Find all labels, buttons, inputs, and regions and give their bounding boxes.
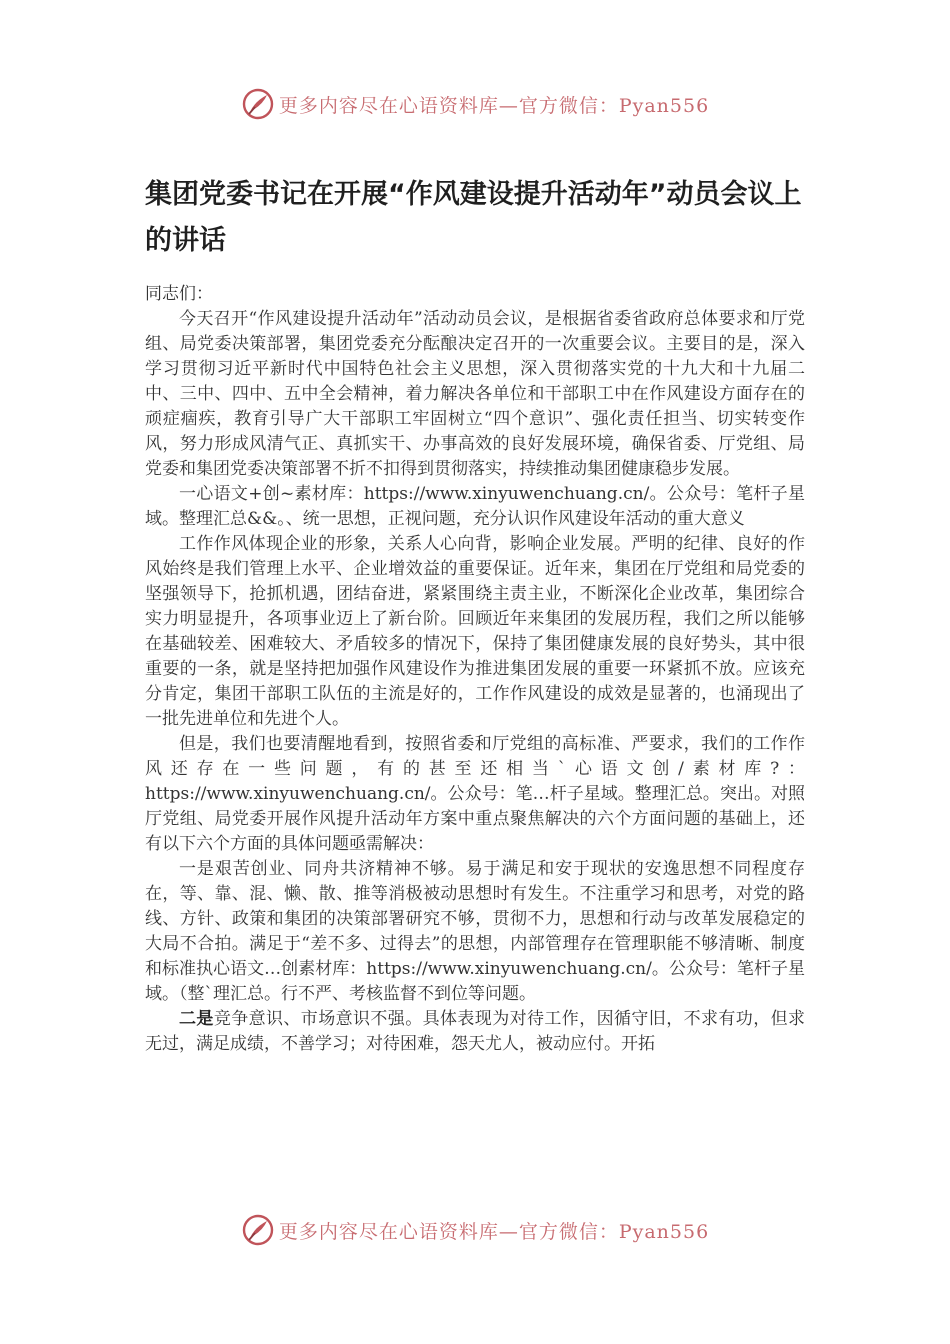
paragraph-3: 工作作风体现企业的形象，关系人心向背，影响企业发展。严明的纪律、良好的作风始终是我们管理上水平、企业增效益的重要保证。近年来，集团在厅党组和局党委的坚强领导下，抢抓机遇，团结奋进，紧紧围绕主责主业，不断深化企业改革，集团综合实力明显提升，各项事业迈上了新台阶。回顾近年来集团的发展历程，我们之所以能够在基础较差、困难较大、矛盾较多的情况下，保持了集团健康发展的良好势头，其中很重要的一条，就是坚持把加强作风建设作为推进集团发展的重要一环紧抓不放。应该充分肯定，集团干部职工队伍的主流是好的，工作作风建设的成效是显著的，也涌现出了一批先进单位和先进个人。 [145, 534, 805, 729]
header-banner-text: 更多内容尽在心语资料库—官方微信：Pyan556 [278, 94, 710, 117]
document-title: 集团党委书记在开展“作风建设提升活动年”动员会议上的讲话 [145, 179, 802, 256]
paragraph-4: 但是，我们也要清醒地看到，按照省委和厅党组的高标准、严要求，我们的工作作风还存在一些问题，有的甚至还相当`心语文创/素材库?：https://www.xinyuwenchuang.cn/。公众号：笔…杆子星域。整理汇总。突出。对照厅党组、局党委开展作风提升活动年方案中重点聚焦解决的六个方面问题的基础上，还有以下六个方面的具体问题亟需解决： [145, 734, 805, 854]
paragraph-6-lead: 二是 [179, 1009, 214, 1029]
quill-logo-icon [241, 87, 275, 121]
paragraph-2: 一心语文+创~素材库：https://www.xinyuwenchuang.cn/。公众号：笔杆子星域。整理汇总&&。、统一思想，正视问题，充分认识作风建设年活动的重大意义 [145, 484, 805, 529]
paragraph-6-text: 竞争意识、市场意识不强。具体表现为对待工作，因循守旧，不求有功，但求无过，满足成绩，不善学习；对待困难，怨天尤人，被动应付。开拓 [145, 1009, 805, 1054]
paragraph-1: 今天召开“作风建设提升活动年”活动动员会议，是根据省委省政府总体要求和厅党组、局党委决策部署，集团党委充分酝酿决定召开的一次重要会议。主要目的是，深入学习贯彻习近平新时代中国特色社会主义思想，深入贯彻落实党的十九大和十九届二中、三中、四中、五中全会精神，着力解决各单位和干部职工中在作风建设方面存在的顽症痼疾，教育引导广大干部职工牢固树立“四个意识”、强化责任担当、切实转变作风，努力形成风清气正、真抓实干、办事高效的良好发展环境，确保省委、厅党组、局党委和集团党委决策部署不折不扣得到贯彻落实，持续推动集团健康稳步发展。 [145, 309, 805, 479]
salutation: 同志们： [145, 284, 213, 304]
quill-logo-icon [241, 1213, 275, 1247]
footer-banner-text: 更多内容尽在心语资料库—官方微信：Pyan556 [278, 1220, 710, 1243]
document-body [145, 282, 805, 1162]
header-banner [0, 84, 950, 124]
footer-banner [0, 1210, 950, 1250]
paragraph-6 [145, 1007, 805, 1057]
paragraph-5: 一是艰苦创业、同舟共济精神不够。易于满足和安于现状的安逸思想不同程度存在，等、靠、混、懒、散、推等消极被动思想时有发生。不注重学习和思考，对党的路线、方针、政策和集团的决策部署研究不够，贯彻不力，思想和行动与改革发展稳定的大局不合拍。满足于“差不多、过得去”的思想，内部管理存在管理职能不够清晰、制度和标准执心语文…创素材库：https://www.xinyuwenchuang.cn/。公众号：笔杆子星域。（整`理汇总。行不严、考核监督不到位等问题。 [145, 859, 805, 1004]
